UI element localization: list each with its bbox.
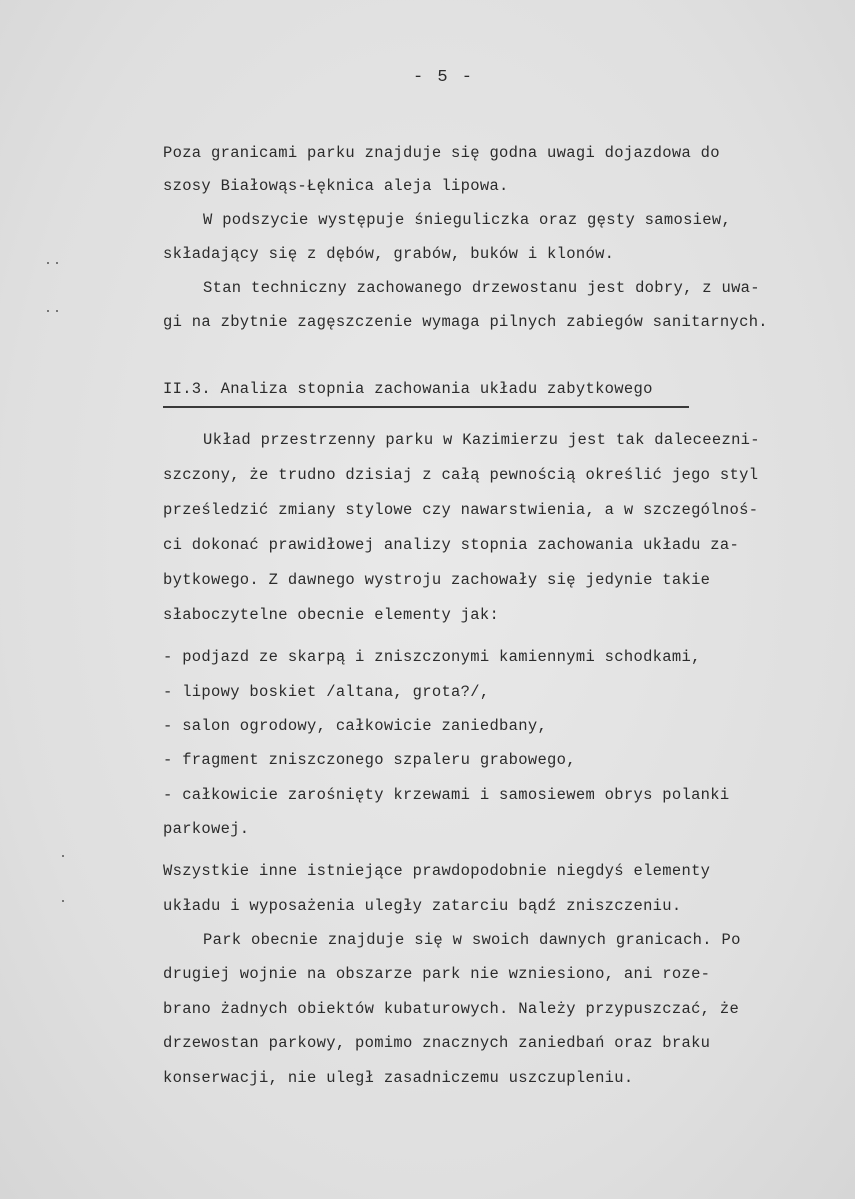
list-item-4: - fragment zniszczonego szpaleru grabowego,	[163, 751, 576, 769]
paragraph-1-line-1: Poza granicami parku znajduje się godna uwagi dojazdowa do	[163, 144, 720, 162]
paragraph-4-line-2: drugiej wojnie na obszarze park nie wzniesiono, ani roze-	[163, 965, 711, 983]
paragraph-3-line-2: układu i wyposażenia uległy zatarciu bądź zniszczeniu.	[163, 897, 682, 915]
margin-speck	[56, 262, 58, 264]
list-item-3: - salon ogrodowy, całkowicie zaniedbany,	[163, 717, 548, 735]
heading-underline	[163, 406, 689, 408]
paragraph-4-line-1: Park obecnie znajduje się w swoich dawnych granicach. Po	[203, 931, 741, 949]
paragraph-1-line-2: szosy Białowąs-Łęknica aleja lipowa.	[163, 177, 509, 195]
margin-speck	[62, 855, 64, 857]
list-item-5: - całkowicie zarośnięty krzewami i samosiewem obrys polanki	[163, 786, 730, 804]
paragraph-2-line-6: słaboczytelne obecnie elementy jak:	[163, 606, 500, 624]
paragraph-4-line-4: drzewostan parkowy, pomimo znacznych zaniedbań oraz braku	[163, 1034, 711, 1052]
paragraph-1-line-5: Stan techniczny zachowanego drzewostanu jest dobry, z uwa-	[203, 279, 760, 297]
list-item-5-continuation: parkowej.	[163, 820, 250, 838]
paragraph-2-line-3: prześledzić zmiany stylowe czy nawarstwienia, a w szczególnoś-	[163, 501, 759, 519]
margin-speck	[56, 310, 58, 312]
list-item-2: - lipowy boskiet /altana, grota?/,	[163, 683, 490, 701]
paragraph-3-line-1: Wszystkie inne istniejące prawdopodobnie niegdyś elementy	[163, 862, 711, 880]
margin-speck	[47, 310, 49, 312]
paragraph-1-line-6: gi na zbytnie zagęszczenie wymaga pilnych zabiegów sanitarnych.	[163, 313, 768, 331]
paragraph-2-line-1: Układ przestrzenny parku w Kazimierzu jest tak daleceezni-	[203, 431, 760, 449]
paragraph-2-line-4: ci dokonać prawidłowej analizy stopnia zachowania układu za-	[163, 536, 740, 554]
list-item-1: - podjazd ze skarpą i zniszczonymi kamiennymi schodkami,	[163, 648, 701, 666]
margin-speck	[62, 900, 64, 902]
paragraph-2-line-2: szczony, że trudno dzisiaj z całą pewnością określić jego styl	[163, 466, 759, 484]
paragraph-4-line-5: konserwacji, nie uległ zasadniczemu uszczupleniu.	[163, 1069, 634, 1087]
paragraph-4-line-3: brano żadnych obiektów kubaturowych. Należy przypuszczać, że	[163, 1000, 740, 1018]
page-number: - 5 -	[413, 68, 475, 87]
paragraph-2-line-5: bytkowego. Z dawnego wystroju zachowały się jedynie takie	[163, 571, 711, 589]
paragraph-1-line-3: W podszycie występuje śnieguliczka oraz gęsty samosiew,	[203, 211, 732, 229]
margin-speck	[47, 262, 49, 264]
section-heading: II.3. Analiza stopnia zachowania układu zabytkowego	[163, 380, 653, 398]
paragraph-1-line-4: składający się z dębów, grabów, buków i klonów.	[163, 245, 615, 263]
